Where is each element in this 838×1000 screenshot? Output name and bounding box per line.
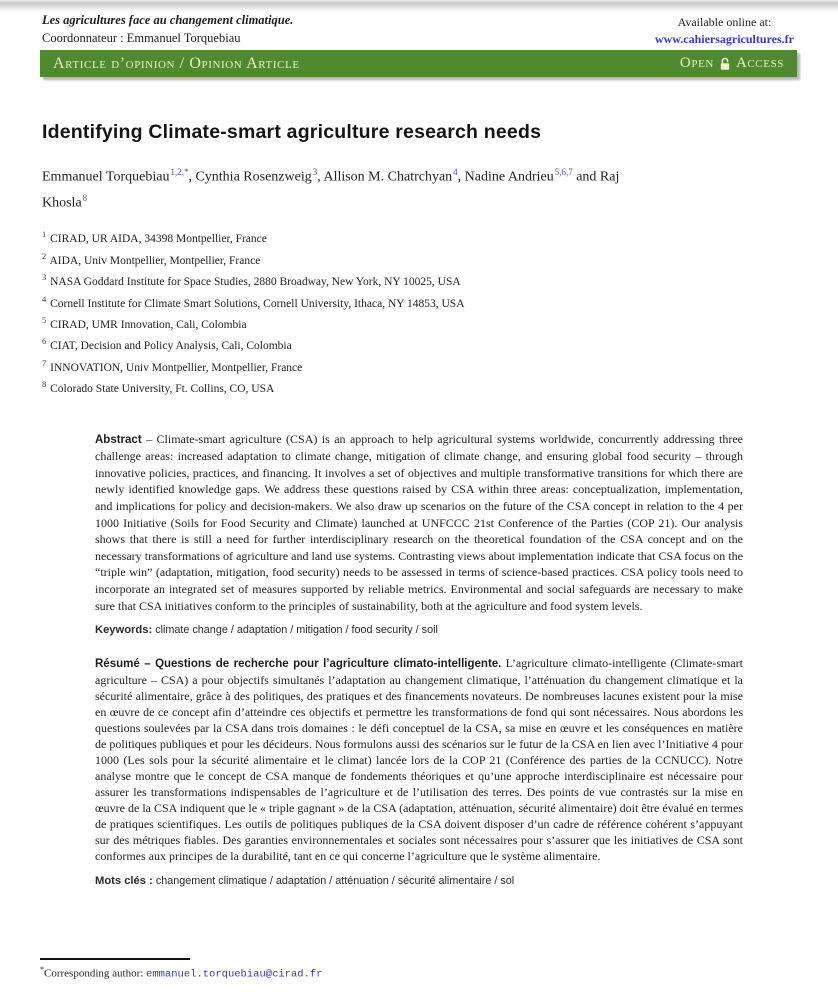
footnote (40, 958, 322, 981)
author-name: Allison M. Chatrchyan (323, 169, 453, 185)
affiliation-number: 3 (42, 272, 47, 283)
affiliations-list (42, 226, 796, 397)
resume-section (95, 655, 743, 864)
affiliation-item: $^6$ CIAT, Decision and Policy Analysis, Cali, Colombia (42, 336, 292, 353)
resume-heading: Résumé – Questions de recherche pour l’agriculture climato-intelligente. (95, 658, 502, 671)
author-name: Cynthia Rosenzweig (195, 169, 312, 185)
footnote-rule (40, 958, 190, 960)
affiliation-item: $^2$ AIDA, Univ Montpellier, Montpellier, France (42, 250, 261, 267)
affiliation-number: 5 (42, 315, 47, 325)
author-affiliation-sup: 8 (82, 192, 88, 203)
available-online-label: Available online at: (677, 15, 772, 29)
website-link[interactable]: www.cahiersagricultures.fr (654, 32, 794, 46)
author-name: Emmanuel Torquebiau (42, 169, 170, 185)
affiliation-item: $^1$ CIRAD, UR AIDA, 34398 Montpellier, France (42, 229, 267, 246)
affiliation-item: $^3$ NASA Goddard Institute for Space Studies, 2880 Broadway, New York, NY 10025, USA (42, 272, 461, 288)
affiliation-item: $^5$ CIRAD, UMR Innovation, Cali, Colombia (42, 315, 247, 331)
header-left (42, 13, 293, 46)
affiliation-number: 4 (42, 293, 47, 304)
affiliation-item: $^4$ Cornell Institute for Climate Smart Solutions, Cornell University, Ithaca, NY 14853, USA (42, 293, 465, 310)
footnote-label: Corresponding author: (44, 967, 147, 980)
page-top-shadow (0, 0, 838, 11)
corresponding-author-note (40, 965, 322, 981)
affiliation-number: 1 (42, 229, 47, 240)
series-title: Les agricultures face au changement climatique. (42, 13, 294, 27)
open-access-lock-icon (719, 57, 731, 71)
affiliation-item: $^8$ Colorado State University, Ft. Collins, CO, USA (42, 379, 275, 396)
page-title: Identifying Climate-smart agriculture research needs (42, 121, 542, 143)
abstract-separator: – (141, 431, 157, 446)
author-name: Raj Khosla (42, 169, 620, 211)
abstract-label: Abstract (95, 433, 142, 446)
article-type-label: Article d’opinion / Opinion Article (53, 54, 300, 72)
author-name: Nadine Andrieu (464, 169, 554, 185)
keywords-line (95, 624, 743, 636)
authors-line: Emmanuel Torquebiau$^{1,2,*}$, Cynthia Rosenzweig$^3$, Allison M. Chatrchyan$^4$, Nadine Andrieu$^{5,6,7}$ and Raj Khosla$^8$ (42, 167, 620, 211)
open-label: Open (679, 55, 714, 71)
affiliation-number: 2 (42, 250, 47, 261)
author-affiliation-sup: 1,2,* (170, 167, 189, 177)
affiliation-item: $^7$ INNOVATION, Univ Montpellier, Montpellier, France (42, 357, 303, 374)
affiliation-number: 6 (42, 336, 47, 347)
resume-text: L’agriculture climato-intelligente (Climate-smart agriculture – CSA) a pour objectifs simultanés l’adaptation au changement climatique, l’atténuation du changement climatique et la sécurité alimentaire, grâce à des politiques, des pratiques et des financements novateurs. De nombreuses lacunes existent pour la mise en œuvre de ce concept afin d’atteindre ces objectifs et permettre les transformations de fond qui sont nécessaires. Nous abordons les questions soulevées par la CSA dans trois domaines : le défi conceptuel de la CSA, sa mise en œuvre et les conséquences en matière de politiques publiques et pour les décideurs. Nous formulons aussi des scénarios sur le futur de la CSA en lien avec l’Initiative 4 pour 1000 (Les sols pour la sécurité alimentaire et le climat) lancée lors de la COP 21 (Conférence des parties de la CCNUCC). Notre analyse montre que le concept de CSA manque de fondements théoriques et qu’une approche interdisciplinaire est nécessaire pour assurer les transformations indispensables de l’agriculture et de l’utilisation des terres. Des points de vue contrastés sur la mise en œuvre de la CSA indiquent que le « triple gagnant » de la CSA (adaptation, atténuation, sécurité alimentaire) doit être évalué en termes de pratiques scientifiques. Les outils de politiques publiques de la CSA doivent disposer d’un cadre de référence cohérent s’appuyant sur des métriques fiables. Des garanties environnementales et sociales sont nécessaires pour s’assurer que les initiatives de CSA sont conformes aux principes de la durabilité, tant en ce qui concerne l’agriculture que le système alimentaire. (95, 656, 744, 864)
article-type-banner (40, 50, 797, 77)
author-affiliation-sup: 3 (312, 167, 318, 177)
footnote-marker: * (40, 965, 44, 974)
keywords-text: climate change / adaptation / mitigation / food security / soil (155, 624, 438, 637)
author-affiliation-sup: 4 (453, 167, 458, 177)
affiliation-number: 8 (42, 379, 47, 390)
abstract-section (95, 431, 743, 615)
access-label: Access (735, 55, 784, 71)
mots-cles-label: Mots clés : (95, 875, 153, 888)
coordinator-line: Coordonnateur : Emmanuel Torquebiau (42, 31, 241, 45)
abstract-text: Climate-smart agriculture (CSA) is an approach to help agricultural systems worldwide, concurrently addressing three challenge areas: increased adaptation to climate change, mitigation of climate change, and ensuring global food security – through innovative policies, practices, and financing. It involves a set of objectives and multiple transformative transitions for which there are newly identified knowledge gaps. We address these questions raised by CSA within three areas: conceptualization, implementation, and implications for policy and decision-makers. We also draw up scenarios on the future of the CSA concept in relation to the 4 per 1000 Initiative (Soils for Food Security and Climate) launched at UNFCCC 21st Conference of the Parties (COP 21). Our analysis shows that there is still a need for further interdisciplinary research on the theoretical foundation of the CSA concept and on the necessary transformations of agriculture and land use systems. Contrasting views about implementation indicate that CSA focus on the “triple win” (adaptation, mitigation, food security) needs to be assessed in terms of science-based practices. CSA policy tools need to incorporate an integrated set of measures supported by reliable metrics. Environmental and social safeguards are necessary to make sure that CSA initiatives conform to the principles of sustainability, both at the agriculture and food system levels. (95, 431, 743, 613)
keywords-label: Keywords: (95, 624, 153, 637)
author-affiliation-sup: 5,6,7 (554, 167, 573, 177)
header-right (655, 13, 794, 47)
mots-cles-line (95, 875, 743, 887)
affiliation-number: 7 (42, 357, 47, 368)
open-access-badge (680, 55, 784, 72)
mots-cles-text: changement climatique / adaptation / atténuation / sécurité alimentaire / sol (155, 875, 515, 888)
corresponding-author-email[interactable]: emmanuel.torquebiau@cirad.fr (146, 968, 323, 981)
